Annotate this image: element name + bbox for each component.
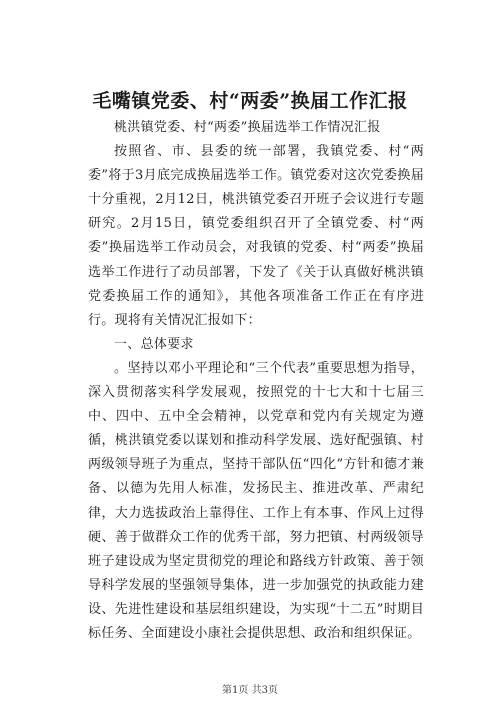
section-heading: 一、总体要求 [114, 336, 194, 352]
paragraph: 。坚持以邓小平理论和“三个代表”重要思想为指导，深入贯彻落实科学发展观，按照党的十七大和十七届三中、四中、五中全会精神，以党章和党内有关规定为遵循，桃洪镇党委以谋划和推动科学发展、选好配强镇、村两级领导班子为重点，坚持干部队伍“四化”方针和德才兼备、以德为先用人标准，发扬民主、推进改革、严肃纪律，大力选拔政治上靠得住、工作上有本事、作风上过得硬、善于做群众工作的优秀干部，努力把镇、村两级领导班子建设成为坚定贯彻党的理论和路线方针政策、善于领导科学发展的坚强领导集体，进一步加强党的执政能力建设、先进性建设和基层组织建设，为实现“十二五”时期目标任务、全面建设小康社会提供思想、政治和组织保证。 [88, 360, 424, 641]
paragraph: 按照省、市、县委的统一部署，我镇党委、村“两委”将于3月底完成换届选举工作。镇党委对这次党委换届十分重视，2月12日，桃洪镇党委召开班子会议进行专题研究。2月15日，镇党委组织召开了全镇党委、村“两委”换届选举工作动员会，对我镇的党委、村“两委”换届选举工作进行了动员部署，下发了《关于认真做好桃洪镇党委换届工作的通知》，其他各项准备工作正在有序进行。现将有关情况汇报如下： [88, 144, 424, 328]
document-title: 毛嘴镇党委、村“两委”换届工作汇报 [92, 90, 408, 112]
page-number-footer: 第1页 共3页 [222, 685, 278, 696]
document-body [88, 116, 424, 646]
document-subtitle: 桃洪镇党委、村“两委”换届选举工作情况汇报 [114, 120, 381, 135]
